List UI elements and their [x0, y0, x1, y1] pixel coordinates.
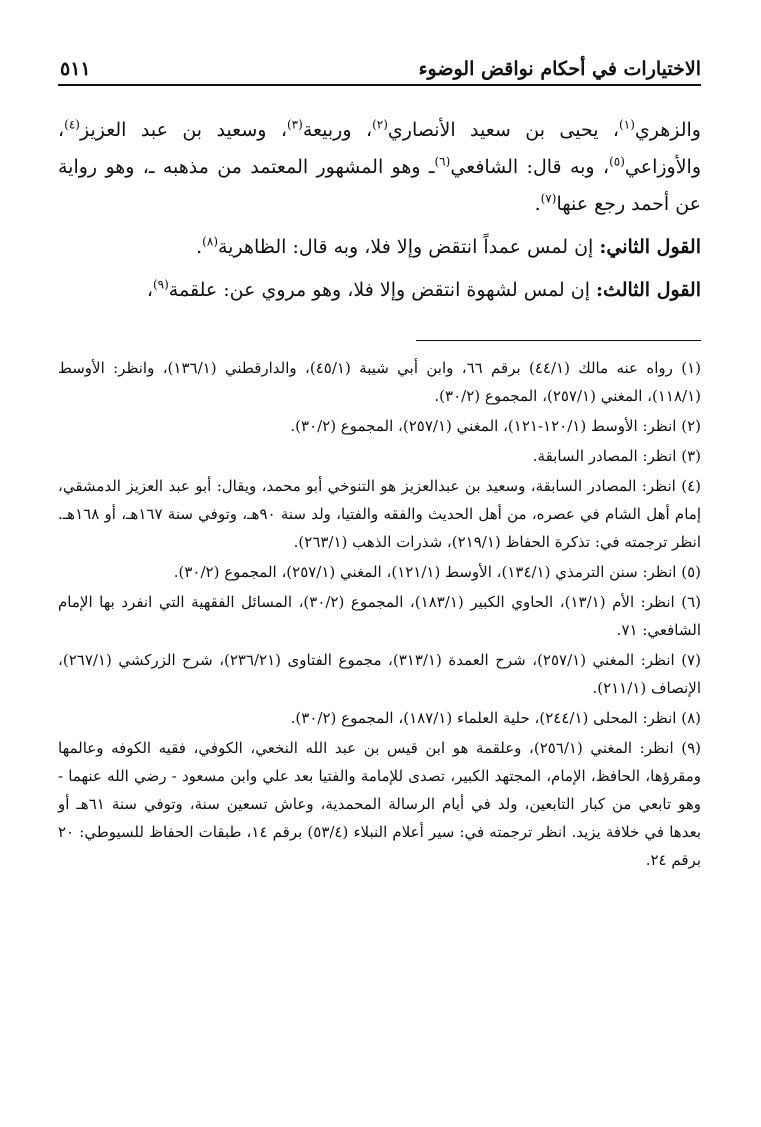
footnote-1: (١) رواه عنه مالك (٤٤/١) برقم ٦٦، وابن أبي شيبة (٤٥/١)، والدارقطني (١٣٦/١)، وانظر: الأوسط (١١٨/١)، المغني (٢٥٧/١)، المجموع (٣٠/٢).	[58, 359, 701, 405]
running-title: الاختيارات في أحكام نواقض الوضوء	[418, 58, 701, 80]
footnote-9: (٩) انظر: المغني (٢٥٦/١)، وعلقمة هو ابن قيس بن عبد الله النخعي، الكوفي، فقيه الكوفه وعالمها ومقرؤها، الحافظ، الإمام، المجتهد الكبير، تصدى للإمامة والفتيا بعد علي وابن مسعود - رضي الله عنهما - وهو تابعي من كبار التابعين، ولد في أيام الرسالة المحمدية، وعاش تسعين سنة، وتوفي سنة ٦١هـ أو بعدها في خلافة يزيد. انظر ترجمته في: سير أعلام النبلاء (٥٣/٤) برقم ١٤، طبقات الحفاظ للسيوطي: ٢٠ برقم ٢٤.	[58, 739, 702, 869]
running-header	[58, 52, 701, 86]
text-run: ،	[146, 279, 153, 301]
footnote-ref-9: (٩)	[152, 277, 169, 292]
footnote-ref-1: (١)	[619, 117, 635, 132]
footnote-divider	[416, 340, 701, 341]
header-rule	[58, 84, 701, 86]
footnote-4: (٤) انظر: المصادر السابقة، وسعيد بن عبدالعزيز هو التنوخي أبو محمد، ويقال: أبو عبد العزيز الدمشقي، إمام أهل الشام في عصره، من أهل الحديث والفقه والفتيا، ولد سنة ٩٠هـ، وتوفي سنة ١٦٧هـ، أو ١٦٨هـ. انظر ترجمته في: تذكرة الحفاظ (٢١٩/١)، شذرات الذهب (٢٦٣/١).	[58, 477, 701, 551]
paragraph-third-opinion	[58, 272, 701, 309]
text-run: إن لمس لشهوة انتقض وإلا فلا، وهو مروي عن: علقمة	[168, 279, 597, 301]
footnote-ref-3: (٣)	[286, 117, 303, 132]
text-run: ، والأوزاعي	[58, 119, 701, 178]
text-run: ، وربيعة	[302, 119, 373, 141]
paragraph-scholars	[58, 112, 701, 223]
text-run: إن لمس عمداً انتقض وإلا فلا، وبه قال: الظاهرية	[218, 236, 600, 258]
footnote-ref-2: (٢)	[372, 117, 388, 132]
footnote-2: (٢) انظر: الأوسط (١٢٠/١-١٢١)، المغني (٢٥٧/١)، المجموع (٣٠/٢).	[290, 417, 701, 435]
footnote-5: (٥) انظر: سنن الترمذي (١٣٤/١)، الأوسط (١٢١/١)، المغني (٢٥٧/١)، المجموع (٣٠/٢).	[173, 563, 701, 581]
text-run: .	[196, 236, 203, 258]
footnote-ref-6: (٦)	[434, 154, 451, 169]
footnote-3: (٣) انظر: المصادر السابقة.	[532, 447, 701, 465]
opinion-heading: القول الثالث:	[596, 279, 701, 301]
footnote-6: (٦) انظر: الأم (١٣/١)، الحاوي الكبير (١٨٣/١)، المجموع (٣٠/٢)، المسائل الفقهية التي انفرد بها الإمام الشافعي: ٧١.	[58, 593, 701, 639]
text-run: ، وبه قال: الشافعي	[450, 156, 610, 178]
page-number: ٥١١	[60, 58, 91, 80]
footnote-ref-8: (٨)	[202, 234, 218, 249]
text-run: .	[534, 193, 541, 215]
footnote-8: (٨) انظر: المحلى (٢٤٤/١)، حلية العلماء (١٨٧/١)، المجموع (٣٠/٢).	[290, 709, 701, 727]
footnote-ref-4: (٤)	[64, 117, 80, 132]
paragraph-second-opinion	[58, 229, 701, 266]
footnote-ref-7: (٧)	[540, 191, 557, 206]
main-text	[58, 112, 701, 309]
text-run: ـ وهو المشهور المعتمد من مذهبه ـ، وهو رواية عن أحمد رجع عنها	[58, 156, 701, 215]
text-run: والزهري	[634, 119, 701, 141]
footnote-ref-5: (٥)	[609, 154, 625, 169]
footnotes	[58, 354, 701, 876]
text-run: ، وسعيد بن عبد العزيز	[79, 119, 287, 141]
opinion-heading: القول الثاني:	[599, 236, 701, 258]
text-run: ، يحيى بن سعيد الأنصاري	[387, 119, 620, 141]
footnote-7: (٧) انظر: المغني (٢٥٧/١)، شرح العمدة (٣١٣/١)، مجموع الفتاوى (٢٣٦/٢١)، شرح الزركشي (٢٦٧/١)، الإنصاف (٢١١/١).	[58, 651, 701, 697]
